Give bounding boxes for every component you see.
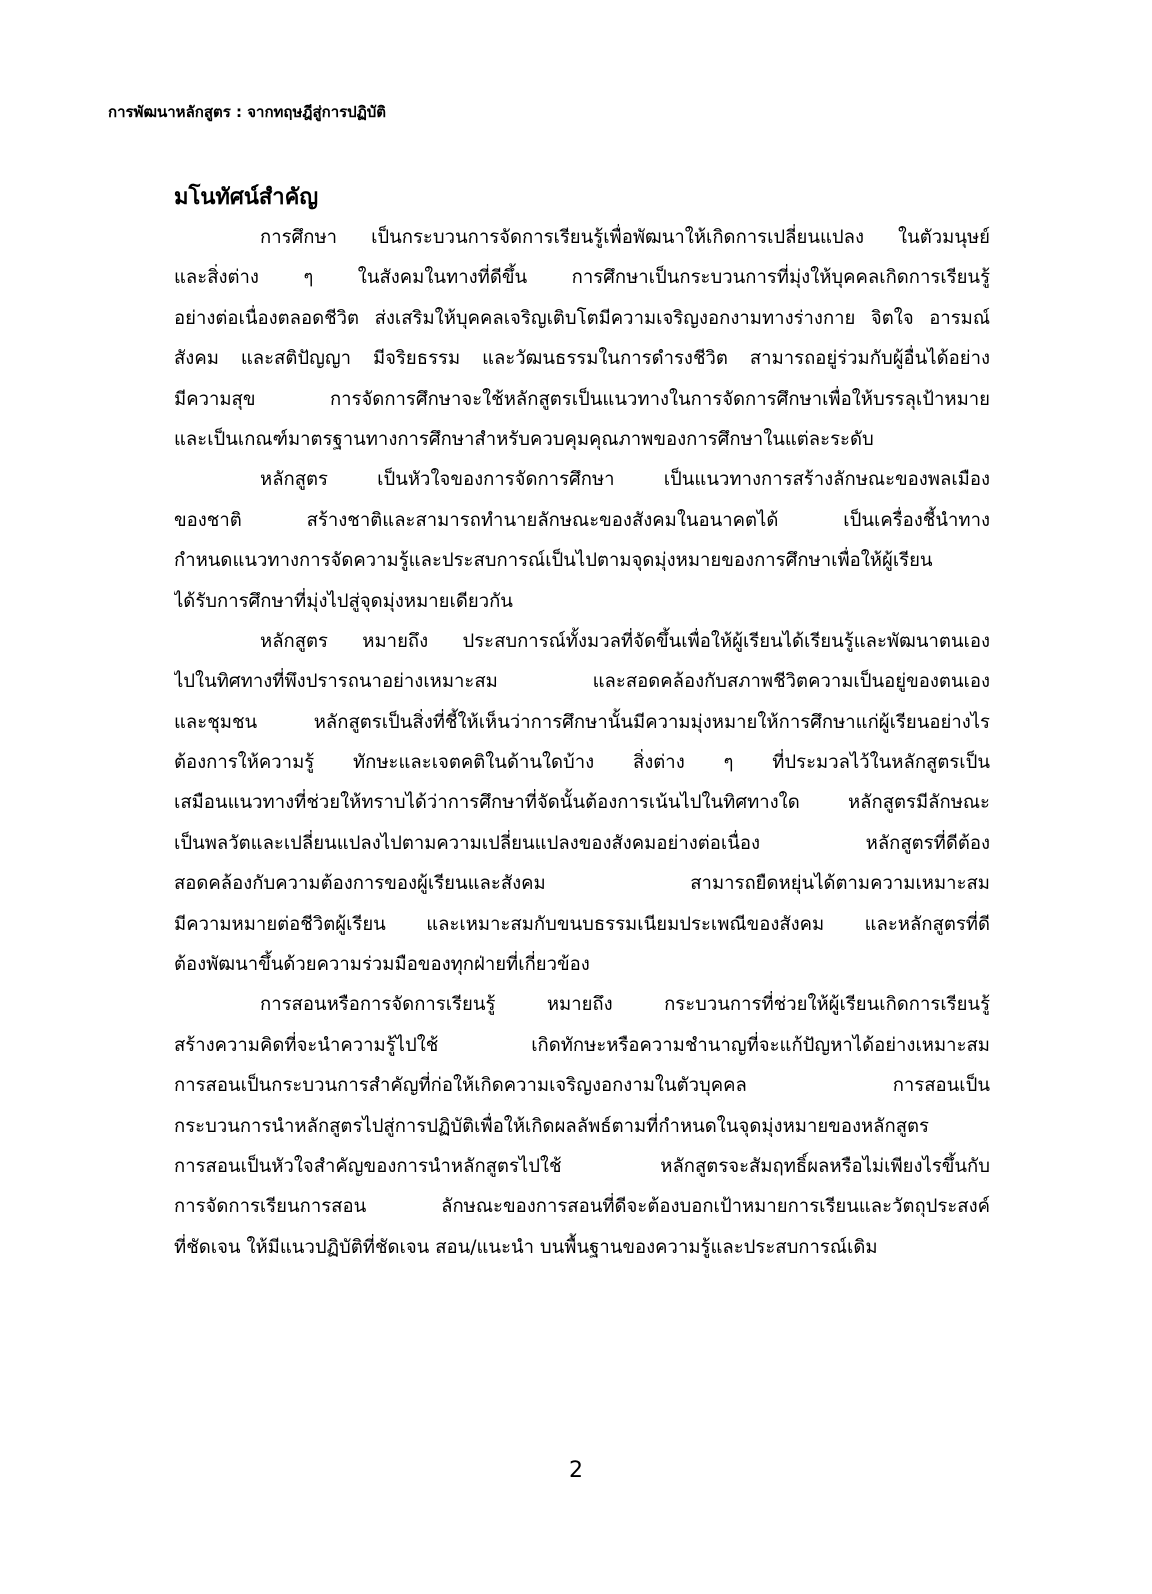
paragraph-line: หลักสูตร เป็นหัวใจของการจัดการศึกษา เป็นแนวทางการสร้างลักษณะของพลเมือง (260, 469, 990, 491)
paragraph-line: ได้รับการศึกษาที่มุ่งไปสู่จุดมุ่งหมายเดียวกัน (174, 590, 513, 612)
paragraph-line: ของชาติ สร้างชาติและสามารถทำนายลักษณะของสังคมในอนาคตได้ เป็นเครื่องชี้นำทาง (174, 509, 990, 531)
paragraph-line: หลักสูตร หมายถึง ประสบการณ์ทั้งมวลที่จัดขึ้นเพื่อให้ผู้เรียนได้เรียนรู้และพัฒนาตนเอง (260, 630, 990, 652)
paragraph-line: ที่ชัดเจน ให้มีแนวปฏิบัติที่ชัดเจน สอน/แนะนำ บนพื้นฐานของความรู้และประสบการณ์เดิม (174, 1236, 878, 1258)
paragraph-line: กำหนดแนวทางการจัดความรู้และประสบการณ์เป็นไปตามจุดมุ่งหมายของการศึกษาเพื่อให้ผู้เรียน (174, 550, 933, 572)
paragraph-line: ไปในทิศทางที่พึงปรารถนาอย่างเหมาะสม และสอดคล้องกับสภาพชีวิตความเป็นอยู่ของตนเอง (174, 671, 990, 693)
paragraph-line: สอดคล้องกับความต้องการของผู้เรียนและสังคม สามารถยืดหยุ่นได้ตามความเหมาะสม (174, 873, 990, 895)
paragraph-line: มีความหมายต่อชีวิตผู้เรียน และเหมาะสมกับขนบธรรมเนียมประเพณีของสังคม และหลักสูตรที่ดี (174, 913, 990, 935)
paragraph-line: เป็นพลวัตและเปลี่ยนแปลงไปตามความเปลี่ยนแปลงของสังคมอย่างต่อเนื่อง หลักสูตรที่ดีต้อง (174, 832, 990, 854)
page-content (174, 178, 990, 1268)
paragraph-line: เสมือนแนวทางที่ช่วยให้ทราบได้ว่าการศึกษาที่จัดนั้นต้องการเน้นไปในทิศทางใด หลักสูตรมีลักษณะ (174, 792, 990, 814)
paragraph-curriculum-heart (174, 460, 990, 622)
paragraph-line: การจัดการเรียนการสอน ลักษณะของการสอนที่ดีจะต้องบอกเป้าหมายการเรียนและวัตถุประสงค์ (174, 1196, 990, 1218)
paragraph-line: มีความสุข การจัดการศึกษาจะใช้หลักสูตรเป็นแนวทางในการจัดการศึกษาเพื่อให้บรรลุเป้าหมาย (174, 388, 990, 410)
paragraph-education (174, 218, 990, 460)
paragraph-line: การศึกษา เป็นกระบวนการจัดการเรียนรู้เพื่อพัฒนาให้เกิดการเปลี่ยนแปลง ในตัวมนุษย์ (260, 227, 990, 248)
section-title: มโนทัศน์สำคัญ (174, 185, 319, 210)
paragraph-line: ต้องพัฒนาขึ้นด้วยความร่วมมือของทุกฝ่ายที่เกี่ยวข้อง (174, 954, 590, 976)
paragraph-line: การสอนหรือการจัดการเรียนรู้ หมายถึง กระบวนการที่ช่วยให้ผู้เรียนเกิดการเรียนรู้ (260, 994, 990, 1016)
paragraph-line: สร้างความคิดที่จะนำความรู้ไปใช้ เกิดทักษะหรือความชำนาญที่จะแก้ปัญหาได้อย่างเหมาะสม (174, 1034, 990, 1056)
paragraph-line: สังคม และสติปัญญา มีจริยธรรม และวัฒนธรรมในการดำรงชีวิต สามารถอยู่ร่วมกับผู้อื่นได้อย่าง (174, 348, 990, 370)
paragraph-line: กระบวนการนำหลักสูตรไปสู่การปฏิบัติเพื่อให้เกิดผลลัพธ์ตามที่กำหนดในจุดมุ่งหมายของหลักสูตร (174, 1115, 929, 1137)
paragraph-line: อย่างต่อเนื่องตลอดชีวิต ส่งเสริมให้บุคคลเจริญเติบโตมีความเจริญงอกงามทางร่างกาย จิตใจ อารมณ์ (174, 307, 990, 329)
paragraph-line: และเป็นเกณฑ์มาตรฐานทางการศึกษาสำหรับควบคุมคุณภาพของการศึกษาในแต่ละระดับ (174, 428, 874, 450)
running-header: การพัฒนาหลักสูตร : จากทฤษฎีสู่การปฏิบัติ (108, 103, 387, 121)
page-number: 2 (569, 1458, 583, 1483)
paragraph-line: การสอนเป็นกระบวนการสำคัญที่ก่อให้เกิดความเจริญงอกงามในตัวบุคคล การสอนเป็น (174, 1075, 990, 1097)
paragraph-line: และชุมชน หลักสูตรเป็นสิ่งที่ชี้ให้เห็นว่าการศึกษานั้นมีความมุ่งหมายให้การศึกษาแก่ผู้เรียนอย่างไร (174, 711, 990, 733)
paragraph-line: การสอนเป็นหัวใจสำคัญของการนำหลักสูตรไปใช้ หลักสูตรจะสัมฤทธิ์ผลหรือไม่เพียงไรขึ้นกับ (174, 1155, 990, 1177)
paragraph-line: ต้องการให้ความรู้ ทักษะและเจตคติในด้านใดบ้าง สิ่งต่าง ๆ ที่ประมวลไว้ในหลักสูตรเป็น (174, 752, 990, 774)
paragraph-teaching (174, 985, 990, 1268)
paragraph-line: และสิ่งต่าง ๆ ในสังคมในทางที่ดีขึ้น การศึกษาเป็นกระบวนการที่มุ่งให้บุคคลเกิดการเรียนรู้ (174, 267, 990, 289)
paragraph-curriculum-definition (174, 622, 990, 986)
